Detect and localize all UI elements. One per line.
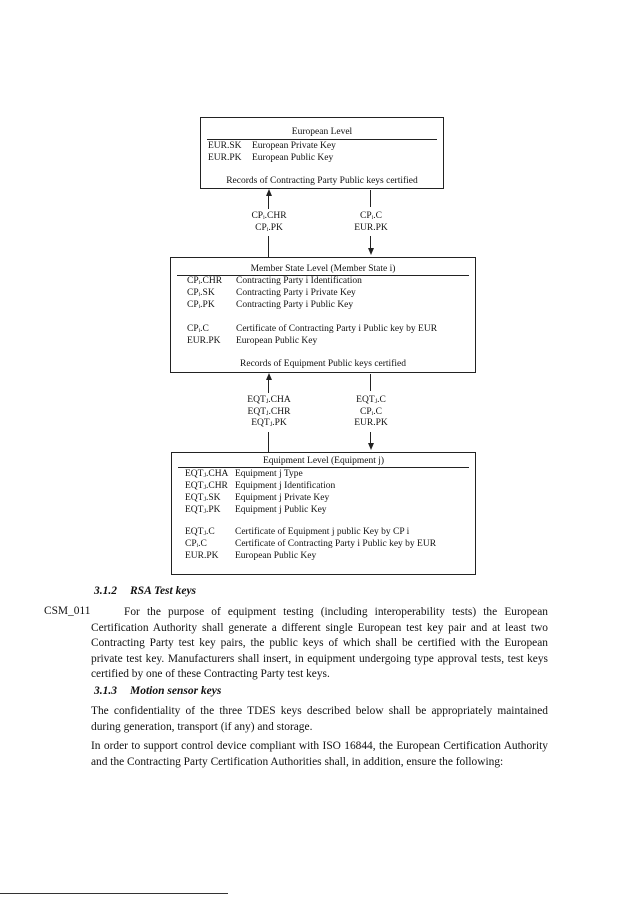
connector-line xyxy=(268,236,269,257)
member-state-box xyxy=(170,257,476,373)
link2-left-labels xyxy=(236,395,302,430)
equipment-row-4-desc: Equipment j Public Key xyxy=(235,505,327,515)
equipment-row-7-code: EUR.PK xyxy=(185,551,219,561)
european-level-title: European Level xyxy=(291,127,353,137)
member-state-title: Member State Level (Member State i) xyxy=(250,264,396,274)
member-row-3-desc: Contracting Party i Public Key xyxy=(236,300,354,310)
member-row-5-code: EUR.PK xyxy=(187,336,221,346)
footnote-separator xyxy=(0,893,228,894)
link2-right-label-1: EQTⱼ.C xyxy=(356,395,386,405)
equipment-row-6-code: CPᵢ.C xyxy=(185,539,207,549)
member-row-1-code: CPᵢ.CHR xyxy=(187,276,223,286)
paragraph-iso-16844: In order to support control device compliant with ISO 16844, the European Certification Authority and the Contracting Party Certification Authorities shall, in addition, ensure the following: xyxy=(91,740,548,768)
section-heading-rsa-test-keys xyxy=(94,585,196,597)
equipment-row-1-desc: Equipment j Type xyxy=(235,469,303,479)
european-title-rule xyxy=(207,139,437,140)
connector-line xyxy=(370,190,371,207)
section-title: RSA Test keys xyxy=(130,585,197,597)
equipment-level-title: Equipment Level (Equipment j) xyxy=(262,456,385,466)
connector-line xyxy=(370,374,371,391)
connector-line xyxy=(268,432,269,452)
equipment-row-5-code: EQTⱼ.C xyxy=(185,527,215,537)
european-footer: Records of Contracting Party Public keys certified xyxy=(226,176,418,186)
equipment-row-7-desc: European Public Key xyxy=(235,551,317,561)
section-number: 3.1.2 xyxy=(94,585,117,597)
link1-left-label-2: CPᵢ.PK xyxy=(255,222,283,233)
equipment-row-5-desc: Certificate of Equipment j public Key by CP i xyxy=(235,527,410,537)
equipment-row-1-code: EQTⱼ.CHA xyxy=(185,469,229,479)
member-row-5-desc: European Public Key xyxy=(236,336,318,346)
member-row-4-code: CPᵢ.C xyxy=(187,324,209,334)
section-title: Motion sensor keys xyxy=(130,685,222,697)
link2-right-label-3: EUR.PK xyxy=(354,418,388,428)
connector-line xyxy=(268,380,269,393)
link1-right-label-2: EUR.PK xyxy=(354,222,388,233)
section-number: 3.1.3 xyxy=(94,685,117,697)
equipment-title-rule xyxy=(178,467,469,468)
european-row-2-code: EUR.PK xyxy=(208,153,242,163)
arrow-up-icon xyxy=(266,373,272,380)
link2-left-label-2: EQTⱼ.CHR xyxy=(247,406,291,417)
equipment-row-3-code: EQTⱼ.SK xyxy=(185,493,221,503)
connector-line xyxy=(370,236,371,248)
member-row-3-code: CPᵢ.PK xyxy=(187,300,215,310)
member-row-2-desc: Contracting Party i Private Key xyxy=(236,288,356,298)
paragraph-confidentiality: The confidentiality of the three TDES keys described below shall be appropriately maintained during generation, transport (if any) and storage. xyxy=(91,705,548,733)
link1-right-label-1: CPᵢ.C xyxy=(360,211,382,221)
arrow-down-icon xyxy=(368,248,374,255)
equipment-row-2-desc: Equipment j Identification xyxy=(235,481,336,491)
link2-left-label-3: EQTⱼ.PK xyxy=(251,418,287,428)
european-row-1-code: EUR.SK xyxy=(208,141,242,151)
member-row-4-desc: Certificate of Contracting Party i Public key by EUR xyxy=(236,324,438,334)
link1-left-labels xyxy=(238,211,300,234)
member-state-footer: Records of Equipment Public keys certified xyxy=(240,359,406,369)
link2-right-labels xyxy=(338,395,404,430)
link1-left-label-1: CPᵢ.CHR xyxy=(251,211,287,221)
european-row-2-desc: European Public Key xyxy=(252,153,334,163)
link1-right-labels xyxy=(340,211,402,234)
european-row-1-desc: European Private Key xyxy=(252,141,336,151)
equipment-row-3-desc: Equipment j Private Key xyxy=(235,493,330,503)
equipment-row-2-code: EQTⱼ.CHR xyxy=(185,481,228,491)
member-row-1-desc: Contracting Party i Identification xyxy=(236,276,362,286)
equipment-row-6-desc: Certificate of Contracting Party i Public key by EUR xyxy=(235,539,437,549)
section-heading-motion-sensor-keys xyxy=(94,685,221,697)
link2-right-label-2: CPᵢ.C xyxy=(360,406,382,417)
connector-line xyxy=(268,196,269,209)
requirement-text: For the purpose of equipment testing (including interoperability tests) the European Certification Authority shall generate a different single European test key pair and at least two Contracting Party test key pairs, the public keys of which shall be certified with the European private test key. Manufacturers shall insert, in equipment undergoing type approval tests, test keys certified by one of these Contracting Party test keys. xyxy=(91,606,548,680)
european-level-box xyxy=(200,117,444,189)
equipment-level-box xyxy=(171,452,476,575)
connector-line xyxy=(370,432,371,443)
member-row-2-code: CPᵢ.SK xyxy=(187,288,215,298)
link2-left-label-1: EQTⱼ.CHA xyxy=(247,395,291,405)
requirement-id: CSM_011 xyxy=(44,605,91,617)
arrow-up-icon xyxy=(266,189,272,196)
equipment-row-4-code: EQTⱼ.PK xyxy=(185,505,221,515)
arrow-down-icon xyxy=(368,443,374,450)
